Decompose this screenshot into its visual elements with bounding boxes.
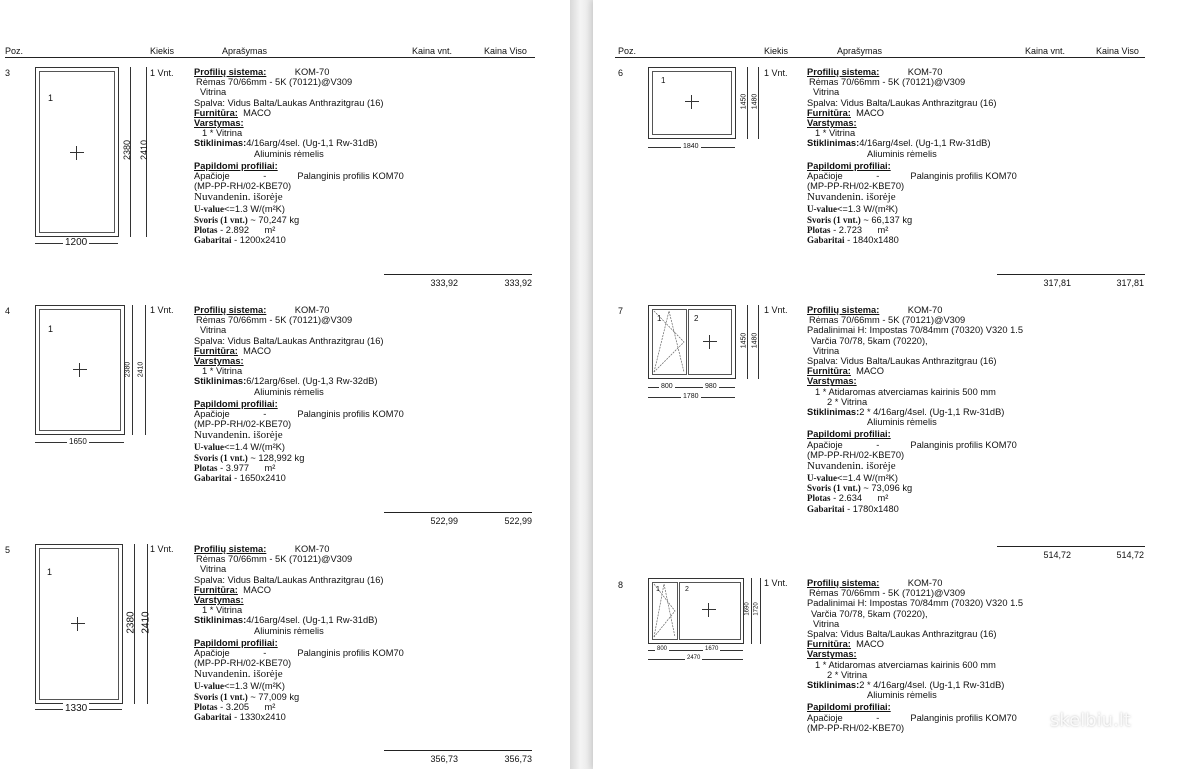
- extra-profile-code: (MP-PP-RH/02-KBE70): [194, 181, 292, 192]
- u-value-label: U-value: [807, 204, 837, 215]
- width-dimension: 2470: [687, 655, 701, 661]
- area-label: Plotas: [194, 701, 218, 712]
- type-line: Vitrina: [813, 345, 840, 356]
- sash-number: 2: [685, 586, 689, 593]
- profile-system-label: Profilių sistema:: [194, 544, 267, 554]
- profile-system-label: Profilių sistema:: [807, 305, 880, 315]
- extra-profile-code: (MP-PP-RH/02-KBE70): [807, 449, 905, 460]
- glazing-value: 4/16arg/4sel. (Ug-1,1 Rw-31dB): [859, 138, 991, 149]
- u-value: <=1.4 W/(m²K): [837, 473, 898, 484]
- glazing-value: 6/12arg/6sel. (Ug-1,3 Rw-32dB): [246, 376, 378, 387]
- width-dimension: 1650: [69, 437, 87, 446]
- area-unit: m²: [264, 701, 276, 712]
- position-number: 3: [5, 68, 11, 78]
- fixed-glass-cross-icon: [685, 95, 699, 109]
- extra-profiles-label: Papildomi profiliai:: [807, 160, 891, 171]
- dimensions-value: - 1780x1480: [847, 503, 899, 514]
- position-number: 8: [618, 580, 624, 590]
- height-dimension-outer: 2410: [139, 139, 150, 161]
- profile-system-label: Profilių sistema:: [194, 305, 267, 315]
- glazing-label: Stiklinimas:: [194, 376, 247, 387]
- height-dimension-line: [751, 578, 752, 644]
- u-value-label: U-value: [194, 442, 224, 453]
- unit-price: 333,92: [430, 278, 458, 288]
- area-value: - 2.634: [833, 493, 863, 504]
- width-dimension: 1840: [683, 143, 699, 150]
- opening-line: 1 * Vitrina: [815, 128, 856, 139]
- header-aprasymas: Aprašymas: [222, 46, 268, 56]
- window-drawing: [648, 305, 736, 379]
- total-price: 514,72: [1116, 550, 1144, 560]
- extra-profile-value: Palanginis profilis KOM70: [910, 439, 1017, 450]
- area-label: Plotas: [807, 493, 831, 504]
- position-description: [807, 67, 1017, 245]
- drainage-line: Nuvandenin. išorėje: [194, 429, 283, 442]
- sash-profile-line: Varčia 70/78, 5kam (70220),: [811, 608, 928, 619]
- extra-profile-code: (MP-PP-RH/02-KBE70): [194, 658, 292, 669]
- weight-label: Svoris (1 vnt.): [194, 691, 248, 702]
- fixed-glass-cross-icon: [71, 617, 85, 631]
- u-value-label: U-value: [194, 681, 224, 692]
- extra-profiles-label: Papildomi profiliai:: [194, 160, 278, 171]
- height-dimension-inner: 1450: [740, 332, 748, 349]
- total-price: 522,99: [504, 516, 532, 526]
- spacer-line: Aliuminis rėmelis: [254, 386, 324, 397]
- position-number: 5: [5, 545, 11, 555]
- total-price: 317,81: [1116, 278, 1144, 288]
- window-drawing: [648, 578, 744, 644]
- opening-label: Varstymas:: [194, 118, 244, 129]
- total-rule: [384, 750, 532, 751]
- unit-price: 356,73: [430, 754, 458, 764]
- sash-width-dimension: 800: [661, 383, 673, 390]
- opening-line: 2 * Vitrina: [827, 396, 868, 407]
- sash-number: 1: [656, 586, 660, 593]
- extra-profile-code: (MP-PP-RH/02-KBE70): [194, 419, 292, 430]
- header-aprasymas: Aprašymas: [837, 46, 883, 56]
- left-page: [0, 0, 570, 769]
- hardware-value: MACO: [856, 366, 884, 377]
- opening-label: Varstymas:: [807, 649, 857, 660]
- height-dimension-inner: 2380: [125, 611, 137, 634]
- extra-profile-dash: -: [263, 648, 267, 659]
- glazing-label: Stiklinimas:: [807, 138, 860, 149]
- drainage-line: Nuvandenin. išorėje: [807, 460, 896, 473]
- area-value: - 3.977: [220, 462, 250, 473]
- height-dimension-inner: 1690: [744, 602, 751, 616]
- spacer-line: Aliuminis rėmelis: [867, 148, 937, 159]
- dimensions-label: Gabaritai: [807, 235, 845, 246]
- glazing-label: Stiklinimas:: [194, 615, 247, 626]
- type-line: Vitrina: [813, 618, 840, 629]
- profile-system-label: Profilių sistema:: [807, 578, 880, 588]
- sash-width-dimension: 800: [657, 646, 668, 652]
- weight-value: ~ 73,096 kg: [863, 483, 913, 494]
- opening-label: Varstymas:: [194, 356, 244, 367]
- u-value: <=1.3 W/(m²K): [224, 681, 285, 692]
- u-value: <=1.3 W/(m²K): [837, 204, 898, 215]
- area-unit: m²: [264, 224, 276, 235]
- weight-value: ~ 77,009 kg: [250, 691, 300, 702]
- extra-profile-dash: -: [263, 171, 267, 182]
- hardware-value: MACO: [243, 584, 271, 595]
- window-drawing: [648, 67, 736, 139]
- header-kiekis: Kiekis: [764, 46, 789, 56]
- spacer-line: Aliuminis rėmelis: [867, 417, 937, 428]
- color-line: Spalva: Vidus Balta/Laukas Anthrazitgrau (16): [807, 97, 997, 108]
- color-line: Spalva: Vidus Balta/Laukas Anthrazitgrau (16): [194, 97, 384, 108]
- quantity: 1 Vnt.: [764, 68, 788, 78]
- sash-number: 1: [48, 93, 54, 103]
- extra-profile-value: Palanginis profilis KOM70: [297, 171, 404, 182]
- quantity: 1 Vnt.: [150, 544, 174, 554]
- area-label: Plotas: [194, 224, 218, 235]
- hardware-label: Furnitūra:: [194, 345, 238, 356]
- header-kaina-vnt: Kaina vnt.: [412, 46, 453, 56]
- extra-profiles-label: Papildomi profiliai:: [807, 429, 891, 440]
- weight-value: ~ 66,137 kg: [863, 214, 913, 225]
- position-description: [807, 305, 1023, 514]
- weight-label: Svoris (1 vnt.): [194, 214, 248, 225]
- position-description: [807, 578, 1023, 733]
- area-label: Plotas: [194, 462, 218, 473]
- height-dimension-outer: 1480: [751, 332, 759, 349]
- mullion-line: Padalinimai H: Impostas 70/84mm (70320) V320 1.5: [807, 598, 1024, 609]
- glazing-value: 2 * 4/16arg/4sel. (Ug-1,1 Rw-31dB): [859, 407, 1005, 418]
- opening-line: 1 * Vitrina: [202, 605, 243, 616]
- color-line: Spalva: Vidus Balta/Laukas Anthrazitgrau (16): [807, 629, 997, 640]
- extra-profile-location: Apačioje: [807, 439, 843, 450]
- opening-line: 1 * Vitrina: [202, 366, 243, 377]
- hardware-value: MACO: [243, 107, 271, 118]
- extra-profile-location: Apačioje: [194, 648, 230, 659]
- glazing-value: 4/16arg/4sel. (Ug-1,1 Rw-31dB): [246, 138, 378, 149]
- frame-line: Rėmas 70/66mm - 5K (70121)@V309: [196, 77, 353, 88]
- height-dimension-inner: 2380: [122, 139, 133, 161]
- area-value: - 2.723: [833, 224, 863, 235]
- area-unit: m²: [877, 493, 889, 504]
- hardware-value: MACO: [856, 107, 884, 118]
- opening-line: 1 * Atidaromas atverciamas kairinis 600 mm: [815, 659, 996, 670]
- drainage-line: Nuvandenin. išorėje: [194, 668, 283, 681]
- area-value: - 3.205: [220, 701, 250, 712]
- sash-width-dimension: 980: [705, 383, 717, 390]
- total-rule: [997, 546, 1145, 547]
- extra-profile-location: Apačioje: [807, 712, 843, 723]
- u-value-label: U-value: [807, 473, 837, 484]
- unit-price: 317,81: [1043, 278, 1071, 288]
- quantity: 1 Vnt.: [150, 305, 174, 315]
- frame-line: Rėmas 70/66mm - 5K (70121)@V309: [196, 315, 353, 326]
- opening-line: 1 * Vitrina: [202, 128, 243, 139]
- height-dimension-outer: 2410: [137, 361, 145, 378]
- dimensions-label: Gabaritai: [194, 473, 232, 484]
- width-dimension: 1200: [65, 237, 88, 248]
- hardware-value: MACO: [856, 639, 884, 650]
- profile-system-value: KOM-70: [907, 305, 943, 315]
- extra-profile-location: Apačioje: [194, 171, 230, 182]
- fixed-glass-cross-icon: [703, 335, 717, 349]
- profile-system-value: KOM-70: [294, 67, 330, 77]
- sash-width-dimension: 1670: [705, 646, 719, 652]
- opening-label: Varstymas:: [807, 118, 857, 129]
- sash-number: 1: [657, 314, 662, 323]
- extra-profile-location: Apačioje: [807, 171, 843, 182]
- watermark: skelbiu.lt: [1050, 710, 1131, 731]
- color-line: Spalva: Vidus Balta/Laukas Anthrazitgrau (16): [194, 574, 384, 585]
- extra-profile-dash: -: [876, 439, 880, 450]
- dimensions-value: - 1650x2410: [234, 473, 286, 484]
- quantity: 1 Vnt.: [150, 68, 174, 78]
- unit-price: 522,99: [430, 516, 458, 526]
- extra-profile-value: Palanginis profilis KOM70: [910, 712, 1017, 723]
- hardware-label: Furnitūra:: [194, 584, 238, 595]
- dimensions-label: Gabaritai: [194, 712, 232, 723]
- hardware-label: Furnitūra:: [807, 639, 851, 650]
- extra-profiles-label: Papildomi profiliai:: [807, 702, 891, 713]
- u-value: <=1.3 W/(m²K): [224, 204, 285, 215]
- position-number: 7: [618, 306, 624, 316]
- spacer-line: Aliuminis rėmelis: [254, 625, 324, 636]
- page-gutter: [570, 0, 593, 769]
- type-line: Vitrina: [813, 87, 840, 98]
- header-kaina-vnt: Kaina vnt.: [1025, 46, 1066, 56]
- area-label: Plotas: [807, 224, 831, 235]
- hardware-label: Furnitūra:: [807, 107, 851, 118]
- area-value: - 2.892: [220, 224, 250, 235]
- sash-number: 1: [661, 76, 666, 85]
- width-dimension: 1330: [65, 703, 88, 714]
- spacer-line: Aliuminis rėmelis: [867, 690, 937, 701]
- u-value-label: U-value: [194, 204, 224, 215]
- height-dimension-inner: 2380: [124, 361, 132, 378]
- type-line: Vitrina: [200, 325, 227, 336]
- weight-value: ~ 128,992 kg: [250, 452, 305, 463]
- area-unit: m²: [264, 462, 276, 473]
- dimensions-value: - 1200x2410: [234, 235, 286, 246]
- mullion-line: Padalinimai H: Impostas 70/84mm (70320) V320 1.5: [807, 325, 1024, 336]
- height-dimension-line: [132, 305, 133, 435]
- dimensions-label: Gabaritai: [807, 503, 845, 514]
- extra-profiles-label: Papildomi profiliai:: [194, 637, 278, 648]
- type-line: Vitrina: [200, 564, 227, 575]
- fixed-glass-cross-icon: [70, 146, 84, 160]
- window-drawing: [35, 67, 119, 237]
- extra-profile-code: (MP-PP-RH/02-KBE70): [807, 181, 905, 192]
- total-rule: [384, 512, 532, 513]
- header-rule: [615, 57, 1145, 58]
- total-rule: [384, 274, 532, 275]
- total-rule: [997, 274, 1145, 275]
- sash-number: 2: [694, 314, 699, 323]
- glazing-label: Stiklinimas:: [807, 407, 860, 418]
- profile-system-label: Profilių sistema:: [807, 67, 880, 77]
- height-dimension-line: [760, 578, 761, 644]
- opening-line: 1 * Atidaromas atverciamas kairinis 500 mm: [815, 386, 996, 397]
- spacer-line: Aliuminis rėmelis: [254, 148, 324, 159]
- quantity: 1 Vnt.: [764, 578, 788, 588]
- type-line: Vitrina: [200, 87, 227, 98]
- right-page: [593, 0, 1200, 769]
- extra-profile-dash: -: [263, 409, 267, 420]
- opening-label: Varstymas:: [807, 376, 857, 387]
- position-description: [194, 67, 404, 245]
- sash-number: 1: [48, 324, 54, 334]
- position-description: [194, 305, 404, 483]
- profile-system-value: KOM-70: [907, 67, 943, 77]
- weight-label: Svoris (1 vnt.): [194, 452, 248, 463]
- extra-profile-dash: -: [876, 171, 880, 182]
- frame-line: Rėmas 70/66mm - 5K (70121)@V309: [809, 77, 966, 88]
- dimensions-label: Gabaritai: [194, 235, 232, 246]
- extra-profile-value: Palanginis profilis KOM70: [910, 171, 1017, 182]
- hardware-value: MACO: [243, 345, 271, 356]
- height-dimension-inner: 1450: [740, 93, 748, 110]
- height-dimension-line: [145, 305, 146, 435]
- glazing-value: 4/16arg/4sel. (Ug-1,1 Rw-31dB): [246, 615, 378, 626]
- sash-profile-line: Varčia 70/78, 5kam (70220),: [811, 335, 928, 346]
- window-drawing: [35, 305, 125, 435]
- hardware-label: Furnitūra:: [807, 366, 851, 377]
- dimensions-value: - 1330x2410: [234, 712, 286, 723]
- frame-line: Rėmas 70/66mm - 5K (70121)@V309: [196, 554, 353, 565]
- frame-line: Rėmas 70/66mm - 5K (70121)@V309: [809, 315, 966, 326]
- color-line: Spalva: Vidus Balta/Laukas Anthrazitgrau (16): [807, 356, 997, 367]
- u-value: <=1.4 W/(m²K): [224, 442, 285, 453]
- extra-profile-value: Palanginis profilis KOM70: [297, 648, 404, 659]
- position-description: [194, 544, 404, 722]
- glazing-label: Stiklinimas:: [194, 138, 247, 149]
- hardware-label: Furnitūra:: [194, 107, 238, 118]
- header-kaina-viso: Kaina Viso: [484, 46, 527, 56]
- weight-label: Svoris (1 vnt.): [807, 214, 861, 225]
- profile-system-label: Profilių sistema:: [194, 67, 267, 77]
- weight-value: ~ 70,247 kg: [250, 214, 300, 225]
- extra-profile-dash: -: [876, 712, 880, 723]
- sash-number: 1: [47, 567, 53, 577]
- unit-price: 514,72: [1043, 550, 1071, 560]
- total-price: 356,73: [504, 754, 532, 764]
- width-dimension: 1780: [683, 393, 699, 400]
- profile-system-value: KOM-70: [294, 305, 330, 315]
- extra-profile-value: Palanginis profilis KOM70: [297, 409, 404, 420]
- glazing-label: Stiklinimas:: [807, 680, 860, 691]
- header-kaina-viso: Kaina Viso: [1096, 46, 1139, 56]
- drainage-line: Nuvandenin. išorėje: [807, 191, 896, 204]
- fixed-glass-cross-icon: [73, 363, 87, 377]
- header-kiekis: Kiekis: [150, 46, 175, 56]
- fixed-glass-cross-icon: [702, 603, 716, 617]
- header-poz: Poz.: [5, 46, 24, 56]
- header-poz: Poz.: [618, 46, 637, 56]
- color-line: Spalva: Vidus Balta/Laukas Anthrazitgrau (16): [194, 335, 384, 346]
- header-rule: [5, 57, 535, 58]
- profile-system-value: KOM-70: [907, 578, 943, 588]
- weight-label: Svoris (1 vnt.): [807, 483, 861, 494]
- quantity: 1 Vnt.: [764, 305, 788, 315]
- opening-label: Varstymas:: [194, 595, 244, 606]
- position-number: 4: [5, 306, 11, 316]
- height-dimension-outer: 2410: [140, 611, 152, 634]
- extra-profile-code: (MP-PP-RH/02-KBE70): [807, 722, 905, 733]
- extra-profile-location: Apačioje: [194, 409, 230, 420]
- height-dimension-outer: 1480: [751, 93, 759, 110]
- drainage-line: Nuvandenin. išorėje: [194, 191, 283, 204]
- glazing-value: 2 * 4/16arg/4sel. (Ug-1,1 Rw-31dB): [859, 680, 1005, 691]
- total-price: 333,92: [504, 278, 532, 288]
- opening-line: 2 * Vitrina: [827, 669, 868, 680]
- height-dimension-outer: 1720: [753, 602, 760, 616]
- extra-profiles-label: Papildomi profiliai:: [194, 398, 278, 409]
- area-unit: m²: [877, 224, 889, 235]
- position-number: 6: [618, 68, 624, 78]
- profile-system-value: KOM-70: [294, 544, 330, 554]
- frame-line: Rėmas 70/66mm - 5K (70121)@V309: [809, 588, 966, 599]
- dimensions-value: - 1840x1480: [847, 235, 899, 246]
- window-drawing: [35, 544, 123, 704]
